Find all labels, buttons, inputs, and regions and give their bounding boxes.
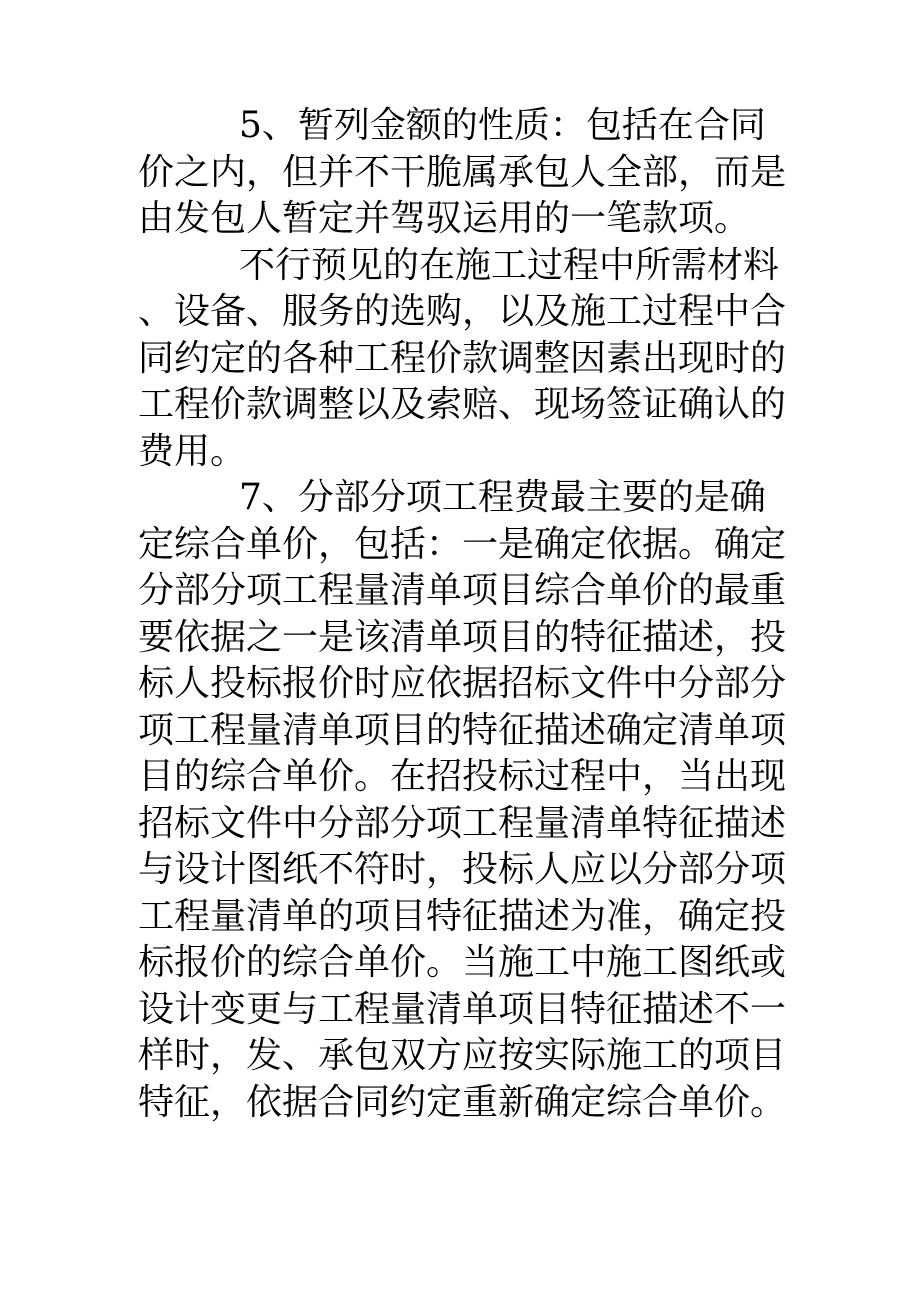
paragraph-unit-price: 7、分部分项工程费最主要的是确定综合单价，包括：一是确定依据。确定分部分项工程量清单项目综合单价的最重要依据之一是该清单项目的特征描述，投标人投标报价时应依据招标文件中分部分项工程量清单项目的特征描述确定清单项目的综合单价。在招投标过程中，当出现招标文件中分部分项工程量清单特征描述与设计图纸不符时，投标人应以分部分项工程量清单的项目特征描述为准，确定投标报价的综合单价。当施工中施工图纸或设计变更与工程量清单项目特征描述不一样时，发、承包双方应按实际施工的项目特征，依据合同约定重新确定综合单价。 [138, 477, 787, 1123]
paragraph-provisional-sum: 5、暂列金额的性质：包括在合同价之内，但并不干脆属承包人全部，而是由发包人暂定并驾驭运用的一笔款项。 [138, 105, 787, 239]
document-body [138, 103, 788, 1126]
paragraph-unforeseen-costs: 不行预见的在施工过程中所需材料、设备、服务的选购，以及施工过程中合同约定的各种工程价款调整因素出现时的工程价款调整以及索赔、现场签证确认的费用。 [138, 244, 787, 472]
